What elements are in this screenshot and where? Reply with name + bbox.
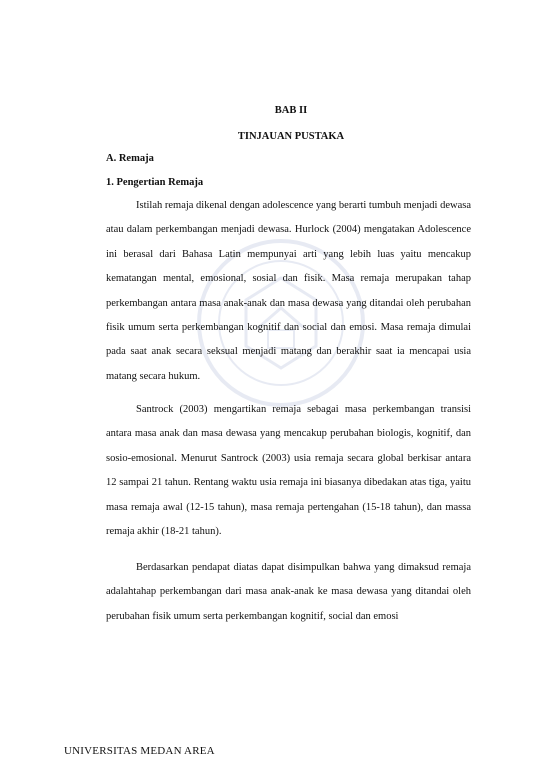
footer-university: UNIVERSITAS MEDAN AREA [64, 745, 215, 757]
paragraph-2: Santrock (2003) mengartikan remaja sebagai masa perkembangan transisi antara masa anak dan masa dewasa yang mencakup perubahan biologis, kognitif, dan sosio-emosional. Menurut Santrock (2003) usia remaja secara global berkisar antara 12 sampai 21 tahun. Rentang waktu usia remaja ini biasanya dibedakan atas tiga, yaitu masa remaja awal (12-15 tahun), masa remaja pertengahan (15-18 tahun), dan massa remaja akhir (18-21 tahun). [106, 404, 471, 538]
section-subheading: 1. Pengertian Remaja [106, 177, 204, 188]
chapter-number: BAB II [274, 105, 308, 116]
paragraph-3-block [106, 556, 471, 629]
paragraph-2-block [106, 398, 471, 544]
section-heading: A. Remaja [106, 153, 154, 164]
paragraph-1-block [106, 194, 471, 389]
chapter-title: TINJAUAN PUSTAKA [237, 131, 345, 142]
paragraph-3: Berdasarkan pendapat diatas dapat disimpulkan bahwa yang dimaksud remaja adalahtahap perkembangan dari masa anak-anak ke masa dewasa yang ditandai oleh perubahan fisik umum serta perkembangan kognitif, social dan emosi [106, 562, 471, 622]
paragraph-1: Istilah remaja dikenal dengan adolescence yang berarti tumbuh menjadi dewasa atau dalam perkembangan menjadi dewasa. Hurlock (2004) mengatakan Adolescence ini berasal dari Bahasa Latin mempunyai arti yang lebih luas yaitu mencakup kematangan mental, emosional, sosial dan fisik. Masa remaja merupakan tahap perkembangan antara masa anak-anak dan masa dewasa yang ditandai oleh perubahan fisik umum serta perkembangan kognitif dan social dan emosi. Masa remaja dimulai pada saat anak secara seksual menjadi matang dan berakhir saat ia mencapai usia matang secara hukum. [106, 200, 471, 382]
